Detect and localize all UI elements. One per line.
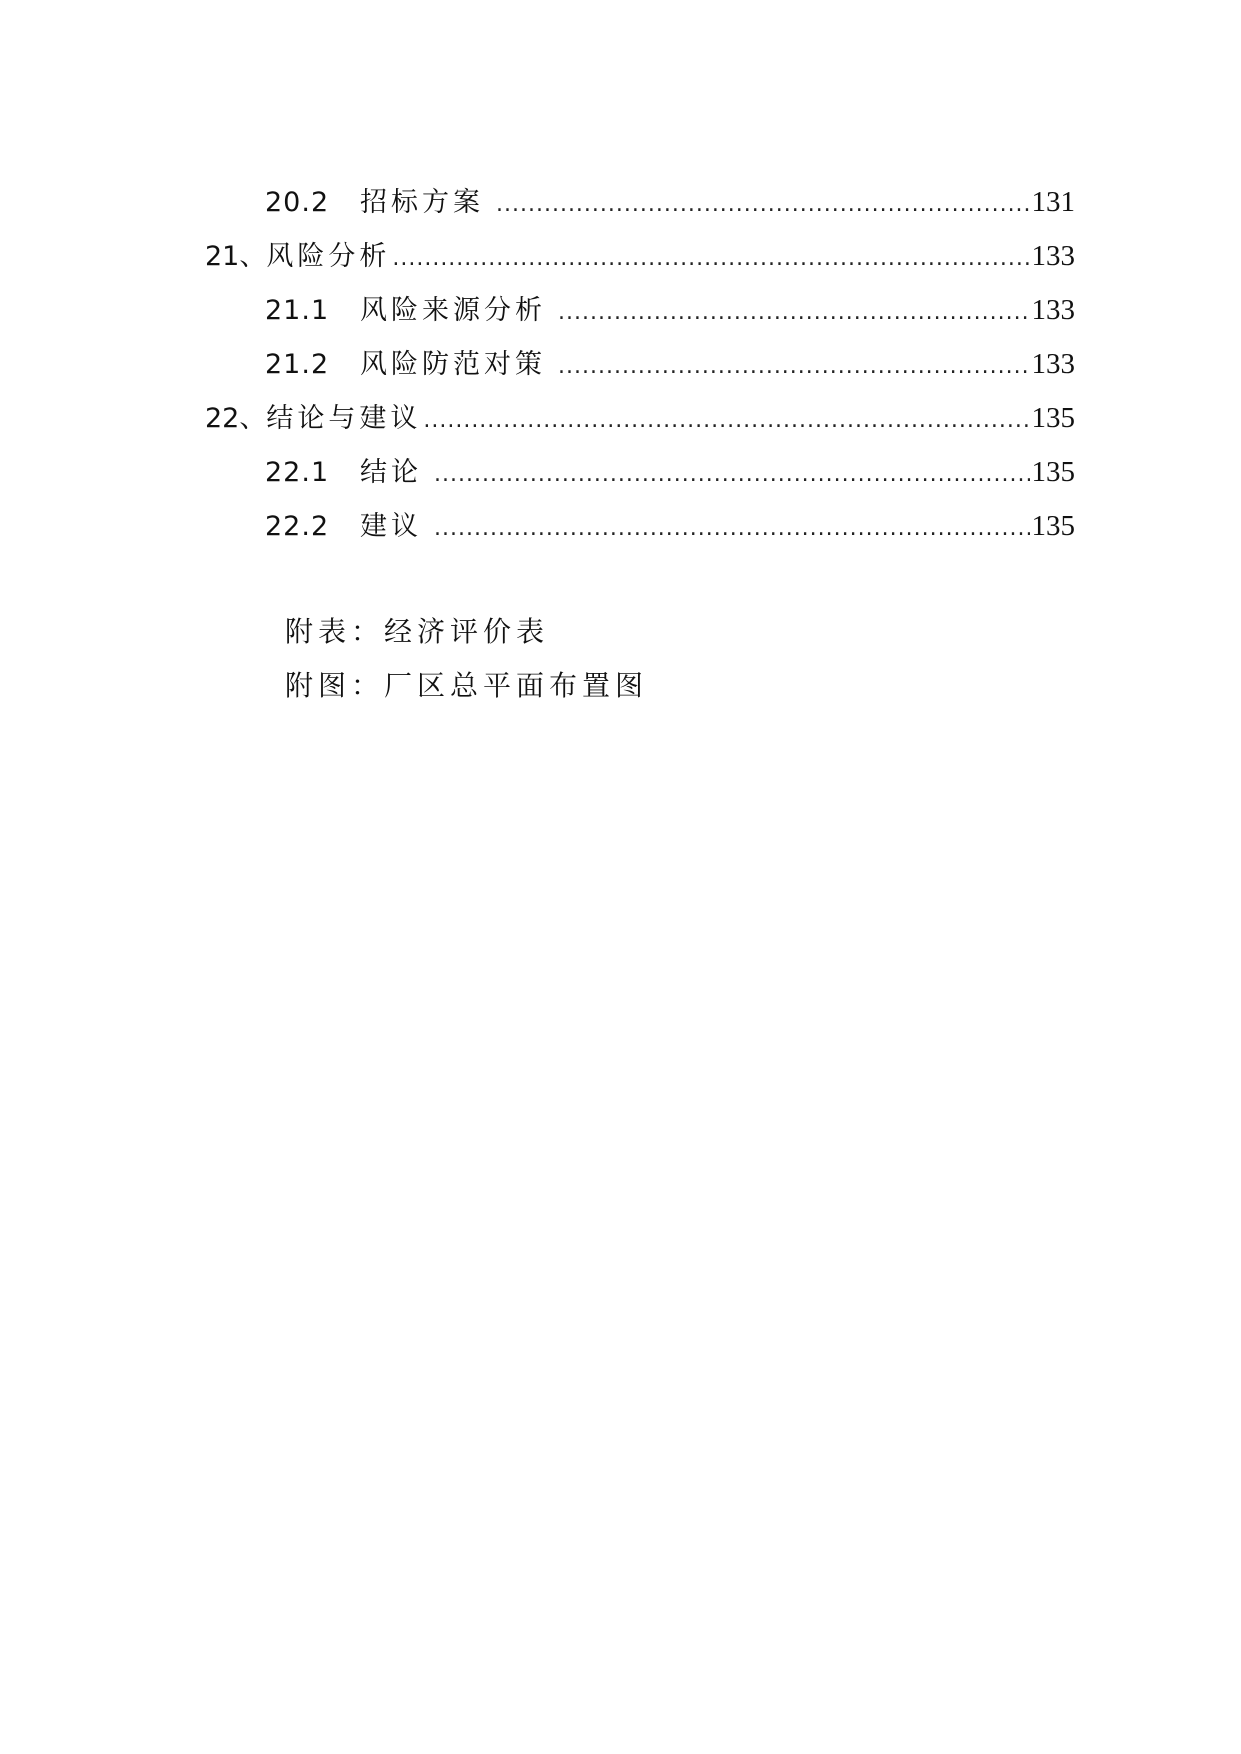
toc-entry-title: 风险分析	[266, 241, 391, 272]
toc-dot-leader	[558, 340, 1030, 394]
toc-entry-22-1[interactable]	[205, 445, 1075, 499]
appendix-item-figure: 附图：厂区总平面布置图	[285, 669, 649, 702]
toc-entry-21-2[interactable]	[205, 337, 1075, 391]
toc-entry-number: 22、	[205, 403, 267, 434]
toc-entry-number: 21.2	[265, 349, 330, 380]
toc-entry-number: 22.2	[265, 511, 330, 542]
toc-dot-leader	[558, 286, 1030, 340]
toc-entry-title: 招标方案	[360, 187, 484, 218]
toc-entry-number: 21.1	[265, 295, 330, 326]
toc-entry-number: 20.2	[265, 187, 330, 218]
toc-dot-leader	[496, 178, 1030, 232]
toc-dot-leader	[434, 448, 1030, 502]
toc-entry-title: 结论与建议	[266, 403, 422, 434]
toc-dot-leader	[434, 502, 1030, 556]
toc-entry-title: 风险防范对策	[360, 349, 546, 380]
toc-entry-page: 133	[1031, 294, 1075, 326]
toc-dot-leader	[423, 394, 1029, 448]
toc-entry-title: 建议	[360, 511, 422, 542]
toc-dot-leader	[392, 232, 1029, 286]
toc-entry-21-1[interactable]	[205, 283, 1075, 337]
toc-entry-page: 135	[1031, 510, 1075, 542]
toc-entry-page: 135	[1031, 456, 1075, 488]
toc-entry-page: 133	[1031, 240, 1075, 272]
toc-entry-number: 21、	[205, 241, 267, 272]
toc-entry-20-2[interactable]	[205, 175, 1075, 229]
toc-entry-title: 风险来源分析	[360, 295, 546, 326]
toc-entry-22[interactable]	[205, 391, 1075, 445]
toc-entry-21[interactable]	[205, 229, 1075, 283]
toc-entry-number: 22.1	[265, 457, 330, 488]
toc-entry-22-2[interactable]	[205, 499, 1075, 553]
toc-entry-title: 结论	[360, 457, 422, 488]
appendix-item-table: 附表：经济评价表	[285, 615, 550, 648]
toc-entry-page: 133	[1031, 348, 1075, 380]
toc-entry-page: 135	[1031, 402, 1075, 434]
table-of-contents	[205, 175, 1075, 553]
appendix-list	[285, 605, 648, 713]
toc-entry-page: 131	[1031, 186, 1075, 218]
